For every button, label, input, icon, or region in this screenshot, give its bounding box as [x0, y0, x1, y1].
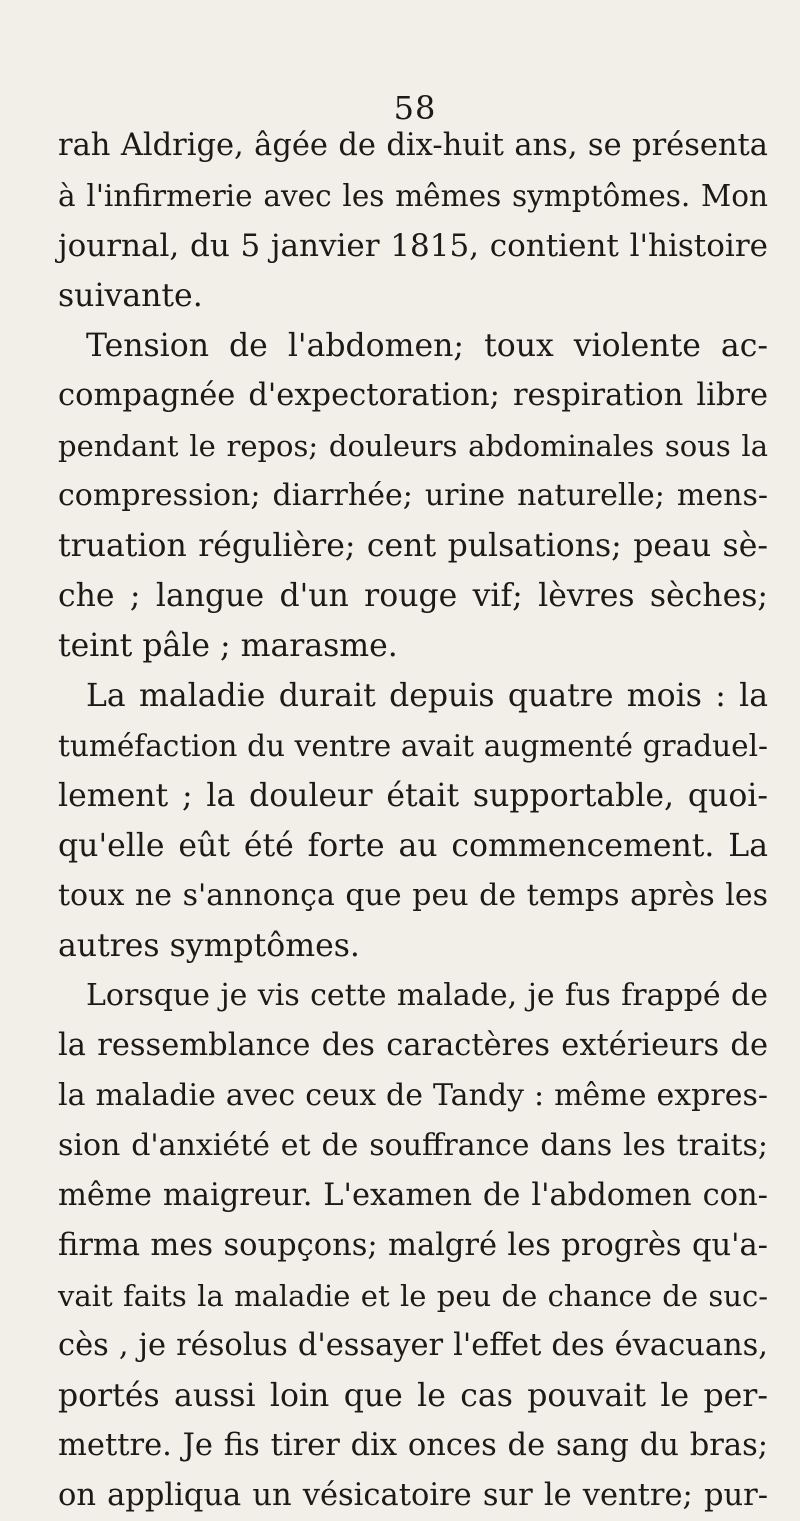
text-line: qu'elle eût été forte au commencement. La	[58, 828, 768, 864]
text-line: pendant le repos; douleurs abdominales sous la	[58, 429, 768, 463]
text-line: sion d'anxiété et de souffrance dans les traits;	[58, 1128, 768, 1163]
text-line: firma mes soupçons; malgré les progrès qu'a-	[58, 1228, 768, 1263]
text-line: cès , je résolus d'essayer l'effet des évacuans,	[58, 1328, 768, 1363]
text-line: compagnée d'expectoration; respiration libre	[58, 378, 768, 413]
body-text	[58, 121, 768, 1521]
text-line: portés aussi loin que le cas pouvait le per-	[58, 1378, 768, 1414]
text-line: mettre. Je fis tirer dix onces de sang du bras;	[58, 1428, 768, 1463]
text-line: rah Aldrige, âgée de dix-huit ans, se présenta	[58, 128, 768, 163]
text-line: lement ; la douleur était supportable, quoi-	[58, 778, 768, 814]
text-line: Lorsque je vis cette malade, je fus frappé de	[86, 978, 768, 1013]
text-line: vait faits la maladie et le peu de chance de suc-	[58, 1279, 768, 1313]
text-line: La maladie durait depuis quatre mois : la	[86, 678, 768, 714]
text-line: suivante.	[58, 278, 203, 314]
text-line: journal, du 5 janvier 1815, contient l'histoire	[58, 228, 768, 264]
text-line: Tension de l'abdomen; toux violente ac-	[86, 328, 768, 364]
page-number: 58	[393, 89, 437, 127]
text-line: che ; langue d'un rouge vif; lèvres sèches;	[58, 578, 768, 614]
text-line: même maigreur. L'examen de l'abdomen con-	[58, 1178, 768, 1213]
text-line: la ressemblance des caractères extérieurs de	[58, 1028, 768, 1063]
text-line: toux ne s'annonça que peu de temps après les	[58, 878, 768, 913]
text-line: à l'infirmerie avec les mêmes symptômes. Mon	[58, 179, 768, 213]
text-line: on appliqua un vésicatoire sur le ventre; pur-	[58, 1478, 768, 1513]
text-line: teint pâle ; marasme.	[58, 628, 398, 664]
text-line: autres symptômes.	[58, 928, 360, 964]
text-line: truation régulière; cent pulsations; peau sè-	[58, 528, 768, 564]
text-line: la maladie avec ceux de Tandy : même expres-	[58, 1078, 768, 1113]
text-line: compression; diarrhée; urine naturelle; mens-	[58, 478, 768, 513]
text-line: tuméfaction du ventre avait augmenté graduel-	[58, 729, 768, 763]
